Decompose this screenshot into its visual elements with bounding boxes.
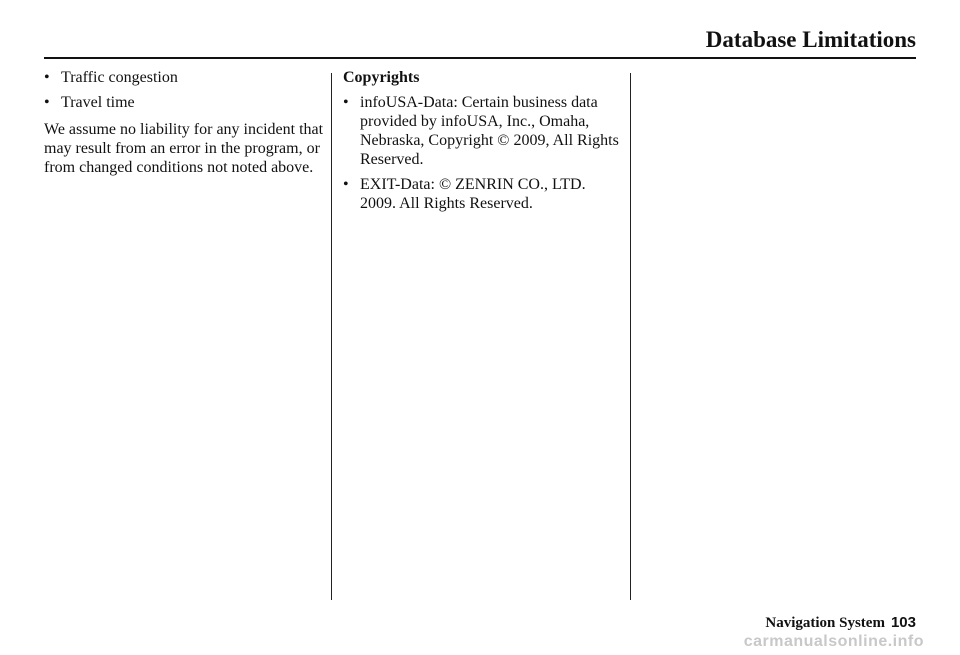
middle-column [343,68,623,219]
left-column [44,68,324,177]
liability-paragraph: We assume no liability for any incident that may result from an error in the program, or from changed conditions not noted above. [44,121,324,176]
page-title: Database Limitations [705,27,916,52]
page-footer [765,614,916,632]
list-item: • EXIT-Data: © ZENRIN CO., LTD. 2009. All Rights Reserved. [343,175,623,213]
list-item: • Traffic congestion [44,68,324,87]
list-item: • infoUSA-Data: Certain business data provided by infoUSA, Inc., Omaha, Nebraska, Copyright © 2009, All Rights Reserved. [343,93,623,169]
footer-label: Navigation System [765,615,885,631]
watermark: carmanualsonline.info [743,633,924,650]
list-item: • Travel time [44,93,324,112]
left-bullet-list [44,68,324,112]
title-rule [44,57,916,59]
column-divider [630,73,631,600]
column-divider [331,73,332,600]
page-number: 103 [890,614,916,631]
copyright-bullet-list [343,93,623,213]
section-heading: Copyrights [343,69,420,86]
